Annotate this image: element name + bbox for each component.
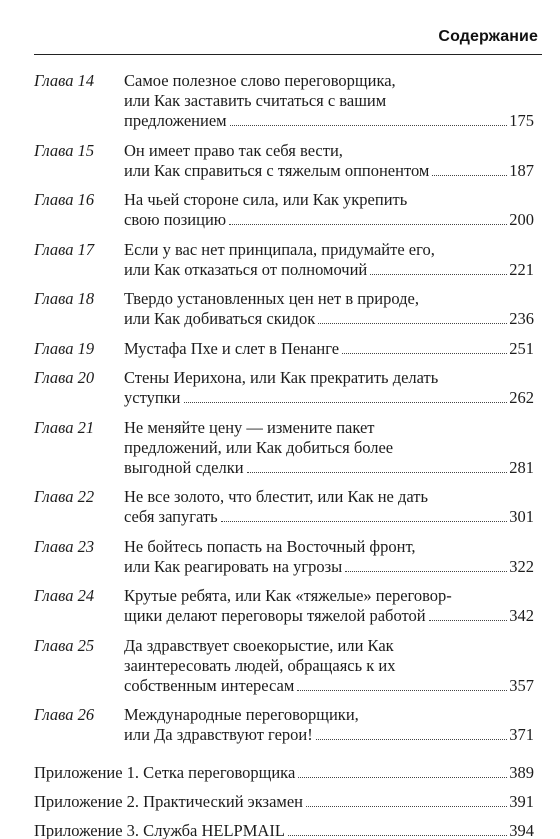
chapter-label: Глава 21 [34, 417, 95, 437]
chapter-title-line: заинтересовать людей, обращаясь к их [124, 655, 396, 675]
dot-leader [221, 521, 508, 522]
chapter-title-line: уступки [124, 388, 181, 407]
chapter-last-line [124, 309, 534, 329]
page-number: 221 [509, 259, 534, 279]
chapter-title [124, 190, 534, 230]
chapter-title-line: На чьей стороне сила, или Как укрепить [124, 190, 408, 209]
dot-leader [370, 274, 507, 275]
chapter-last-line [124, 557, 534, 577]
chapter-label: Глава 24 [34, 586, 95, 605]
toc-entry [34, 289, 534, 329]
page-number: 301 [509, 507, 534, 526]
chapter-title-line: Не меняйте цену — измените пакет [124, 417, 375, 437]
chapter-title-line: или Да здравствуют герои! [124, 725, 313, 744]
chapter-last-line [124, 676, 534, 696]
appendix-entry [34, 821, 534, 839]
dot-leader [184, 402, 508, 403]
toc-entry [34, 368, 534, 408]
dot-leader [298, 777, 507, 778]
chapter-label: Глава 14 [34, 71, 95, 90]
chapter-title-line: или Как справиться с тяжелым оппонентом [124, 160, 430, 180]
toc-entry [34, 141, 534, 181]
dot-leader [288, 835, 507, 836]
dot-leader [230, 125, 508, 126]
chapter-title-line: себя запугать [124, 507, 218, 526]
page-number: 389 [509, 763, 534, 782]
chapter-title-line: выгодной сделки [124, 457, 244, 477]
chapter-title [124, 418, 534, 478]
page-number: 251 [509, 338, 534, 358]
chapter-title [124, 289, 534, 329]
chapter-title [124, 141, 534, 181]
toc-entry [34, 705, 534, 745]
dot-leader [432, 175, 507, 176]
chapter-title [124, 339, 534, 359]
chapter-title-line: предложением [124, 111, 227, 130]
chapter-title-line: Твердо установленных цен нет в природе, [124, 289, 420, 308]
chapter-label: Глава 20 [34, 368, 95, 387]
toc-entry [34, 339, 534, 359]
appendix-title: Приложение 1. Сетка переговорщика [34, 763, 296, 782]
page-number: 236 [509, 309, 534, 328]
chapter-label: Глава 22 [34, 487, 95, 506]
toc-entry [34, 537, 534, 577]
dot-leader [297, 690, 507, 691]
chapter-title-line: Мустафа Пхе и слет в Пенанге [124, 338, 340, 358]
page-number: 187 [509, 160, 534, 180]
chapter-title-line: Не бойтесь попасть на Восточный фронт, [124, 536, 416, 556]
chapter-title [124, 705, 534, 745]
chapter-title [124, 636, 534, 696]
toc-entry [34, 190, 534, 230]
chapter-title-line: Крутые ребята, или Как «тяжелые» переговор- [124, 586, 452, 605]
page-number: 200 [509, 210, 534, 229]
chapter-title-line: Стены Иерихона, или Как прекратить делать [124, 368, 439, 387]
page-number: 371 [509, 725, 534, 744]
chapter-title [124, 537, 534, 577]
page-number: 394 [509, 821, 534, 839]
chapter-last-line [124, 606, 534, 626]
chapter-last-line [124, 260, 534, 280]
running-head-title: Содержание [438, 28, 538, 45]
toc-entry [34, 71, 534, 131]
chapter-label: Глава 16 [34, 190, 95, 209]
chapter-title [124, 71, 534, 131]
chapter-last-line [124, 725, 534, 745]
chapter-label: Глава 19 [34, 338, 95, 358]
toc-entry [34, 240, 534, 280]
chapter-label: Глава 26 [34, 705, 95, 724]
dot-leader [247, 472, 508, 473]
chapter-last-line [124, 210, 534, 230]
chapter-title [124, 368, 534, 408]
chapter-label: Глава 15 [34, 140, 95, 160]
toc-entry [34, 636, 534, 696]
chapter-label: Глава 23 [34, 536, 95, 556]
chapter-title-line: или Как добиваться скидок [124, 309, 316, 328]
toc-entry [34, 418, 534, 478]
page-number: 357 [509, 675, 534, 695]
toc-entry [34, 586, 534, 626]
page-number: 281 [509, 457, 534, 477]
chapter-title-line: или Как отказаться от полномочий [124, 259, 368, 279]
dot-leader [342, 353, 507, 354]
appendix-title: Приложение 3. Служба HELPMAIL [34, 821, 285, 839]
chapter-title-line: или Как реагировать на угрозы [124, 556, 343, 576]
chapter-last-line [124, 339, 534, 359]
dot-leader [229, 224, 507, 225]
page-number: 391 [509, 792, 534, 811]
chapter-title-line: Не все золото, что блестит, или Как не дать [124, 487, 429, 506]
chapter-last-line [124, 388, 534, 408]
chapter-title-line: Да здравствует своекорыстие, или Как [124, 635, 394, 655]
chapter-title-line: Самое полезное слово переговорщика, [124, 71, 396, 90]
chapter-title [124, 586, 534, 626]
page-number: 262 [509, 388, 534, 407]
dot-leader [345, 571, 507, 572]
dot-leader [306, 806, 507, 807]
appendix-list [34, 763, 534, 839]
dot-leader [318, 323, 507, 324]
chapter-label: Глава 18 [34, 289, 95, 308]
table-of-contents [34, 71, 534, 839]
chapter-title-line: Международные переговорщики, [124, 705, 359, 724]
chapter-last-line [124, 161, 534, 181]
appendix-title: Приложение 2. Практический экзамен [34, 792, 303, 811]
page-number: 342 [509, 606, 534, 625]
toc-entry [34, 487, 534, 527]
chapter-title-line: собственным интересам [124, 675, 295, 695]
dot-leader [316, 739, 507, 740]
chapter-last-line [124, 458, 534, 478]
chapter-title-line: Он имеет право так себя вести, [124, 140, 343, 160]
chapter-last-line [124, 507, 534, 527]
chapter-label: Глава 17 [34, 239, 95, 259]
header-rule [34, 54, 542, 55]
chapter-title-line: предложений, или Как добиться более [124, 437, 394, 457]
chapter-title [124, 240, 534, 280]
chapter-last-line [124, 111, 534, 131]
chapter-title [124, 487, 534, 527]
appendix-entry [34, 792, 534, 812]
chapter-label: Глава 25 [34, 635, 95, 655]
page-number: 322 [509, 556, 534, 576]
appendix-entry [34, 763, 534, 783]
dot-leader [429, 620, 508, 621]
chapter-title-line: или Как заставить считаться с вашим [124, 91, 387, 110]
chapter-title-line: свою позицию [124, 210, 227, 229]
page-number: 175 [509, 111, 534, 130]
chapter-title-line: щики делают переговоры тяжелой работой [124, 606, 426, 625]
chapter-title-line: Если у вас нет принципала, придумайте его, [124, 239, 435, 259]
